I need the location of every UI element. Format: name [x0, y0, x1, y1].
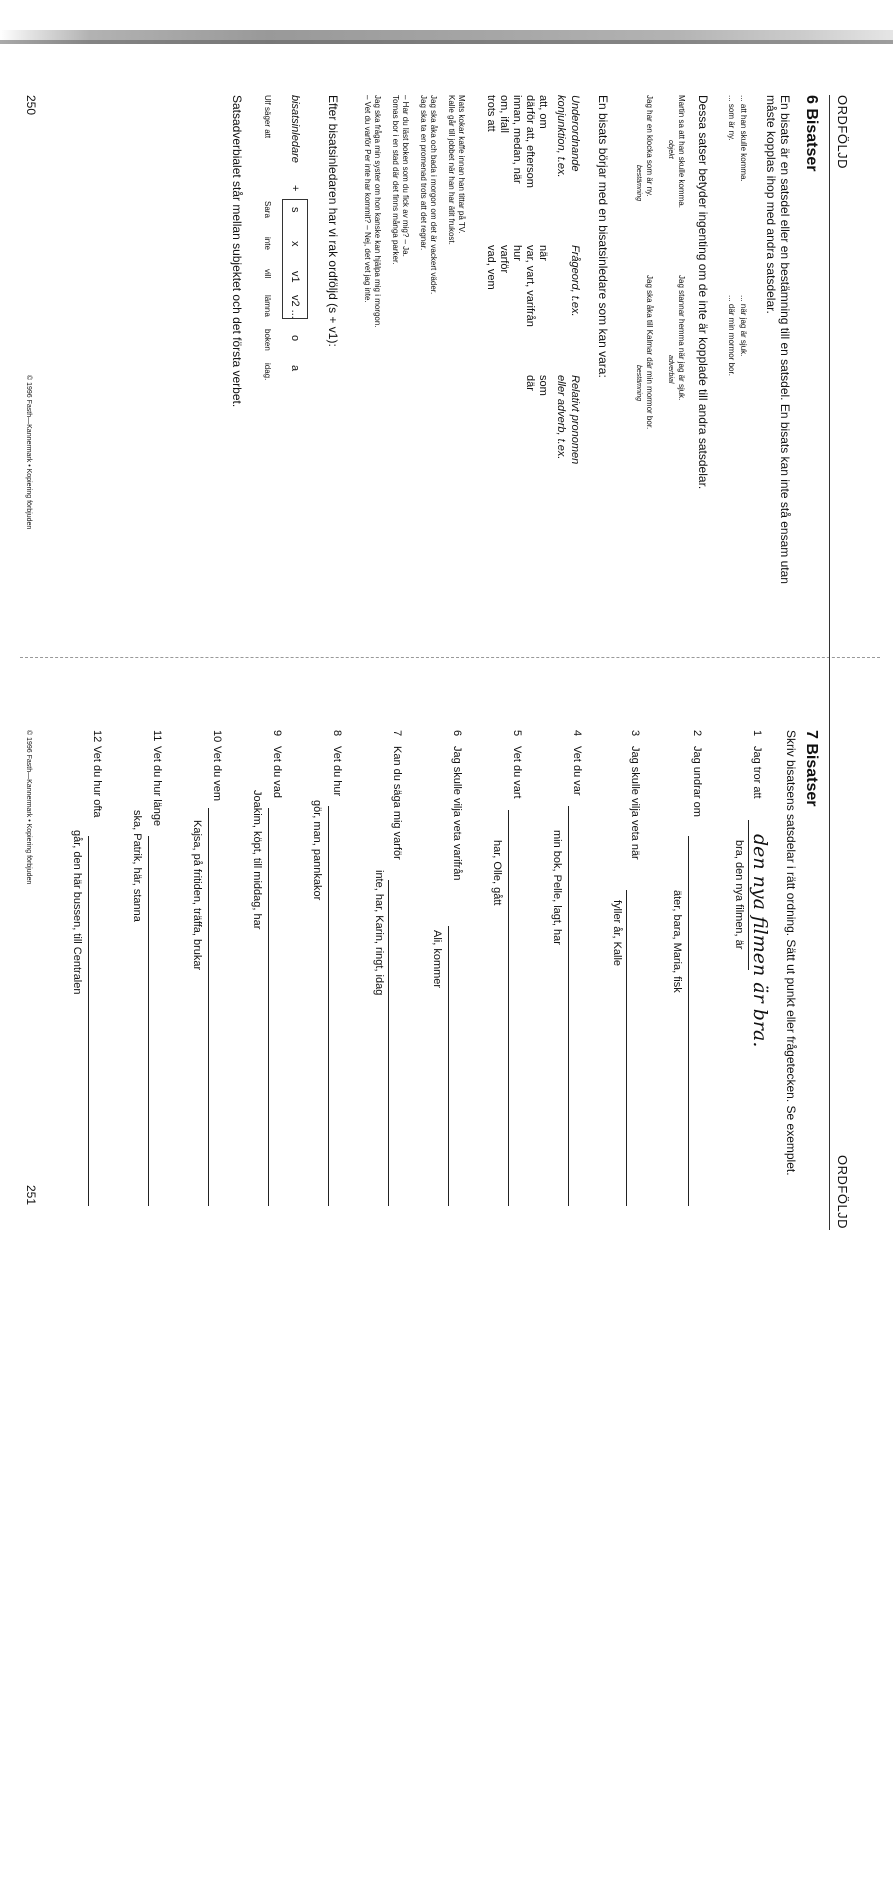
column-heading: Underordnande: [569, 95, 581, 172]
example-word: lämna: [263, 295, 272, 317]
word-bank: äter, bara, Maria, fisk: [671, 890, 683, 993]
answer-handwritten: den nya filmen är bra.: [749, 834, 771, 1048]
copyright: © 1996 Fasth—Kannermark • Kopiering förbjuden: [25, 375, 32, 530]
list-item: som: [537, 375, 549, 396]
item-number: 2: [691, 730, 703, 737]
description: Dessa satser betyder ingenting om de inte är kopplade till andra satsdelar.: [696, 95, 710, 490]
example-line: Mats kokar kaffe innan han tittar på TV.: [457, 95, 466, 234]
formula-label: bisatsinledare: [289, 95, 301, 163]
intro-line-2: måste kopplas ihop med andra satsdelar.: [764, 95, 778, 314]
example-word: Sara: [263, 201, 272, 218]
page-header: ORDFÖLJD: [835, 1155, 850, 1230]
example-fragment: ... när jag är sjuk.: [739, 295, 748, 357]
formula-col: s: [289, 207, 301, 213]
list-item: vad, vem: [485, 245, 497, 290]
header-rule: [829, 730, 830, 1230]
item-number: 6: [451, 730, 463, 737]
list-item: om, ifall: [498, 95, 510, 133]
example-fragment: ... där min mormor bor.: [727, 295, 736, 376]
example-line: Jag ska fråga min syster om hon kanske kan hjälpa mig i morgon.: [373, 95, 382, 328]
list-item: innan, medan, när: [511, 95, 523, 184]
word-bank: går, den här bussen, till Centralen: [71, 830, 83, 995]
list-item: att, om: [537, 95, 549, 129]
answer-input[interactable]: [626, 890, 628, 1206]
item-prompt: Vet du hur länge: [151, 746, 163, 827]
item-number: 9: [271, 730, 283, 737]
word-bank: har, Olle, gått: [491, 840, 503, 906]
example-sentence: Jag har en klocka som är ny.: [645, 95, 654, 197]
word-bank: Joakim, köpt, till middag, har: [251, 790, 263, 930]
item-number: 12: [91, 730, 103, 743]
example-sentence: Martin sa att han skulle komma.: [677, 95, 686, 208]
page-number: 250: [24, 95, 38, 116]
example-line: Tomas bor i en stad där det finns många parker.: [391, 95, 400, 265]
answer-input[interactable]: [148, 836, 150, 1206]
formula-col: a: [289, 365, 301, 372]
page-number: 251: [24, 1185, 38, 1206]
word-bank: fyller år, Kalle: [611, 900, 623, 967]
copyright: © 1996 Fasth—Kannermark • Kopiering förbjuden: [25, 730, 32, 885]
answer-input[interactable]: [88, 836, 90, 1206]
list-item: trots att: [485, 95, 497, 132]
item-prompt: Vet du vart: [511, 746, 523, 799]
word-bank: bra, den nya filmen, är: [733, 840, 745, 950]
formula-col: o: [289, 335, 301, 342]
column-heading: eller adverb, t.ex.: [555, 375, 567, 460]
grammar-label: adverbial: [667, 355, 674, 384]
item-prompt: Vet du var: [571, 746, 583, 796]
intro-line-1: En bisats är en satsdel eller en bestämning till en satsdel. En bisats kan inte stå ensam utan: [778, 95, 792, 584]
item-number: 10: [211, 730, 223, 743]
rak-ordfoljd-line: Efter bisatsinledaren har vi rak ordföljd (s + v1):: [326, 95, 340, 347]
example-word: Ulf säger att: [263, 95, 272, 139]
example-word: idag.: [263, 363, 272, 381]
word-bank: min bok, Pelle, lagt, har: [551, 830, 563, 945]
example-line: Kalle går till jobbet när han har ätit frukost.: [447, 95, 456, 245]
example-fragment: ... som är ny.: [727, 95, 736, 141]
answer-input[interactable]: [208, 808, 210, 1206]
example-fragment: ... att han skulle komma.: [739, 95, 748, 182]
column-heading: Frågeord, t.ex.: [569, 245, 581, 317]
example-line: – Har du läst boken som du fick av mig? – Ja.: [401, 95, 410, 257]
list-item: varför: [498, 245, 510, 274]
answer-input[interactable]: [688, 836, 690, 1206]
page-251: [24, 730, 850, 1890]
answer-input[interactable]: [388, 880, 390, 1206]
item-prompt: Kan du säga mig varför: [391, 746, 403, 860]
grammar-label: bestämning: [635, 365, 642, 402]
section-title: 7 Bisatser: [803, 730, 820, 807]
item-number: 5: [511, 730, 523, 737]
formula-col: v1: [289, 271, 301, 283]
item-prompt: Vet du hur ofta: [91, 746, 103, 818]
formula-plus: +: [289, 185, 301, 192]
formula-col: x: [289, 241, 301, 247]
item-prompt: Vet du hur: [331, 746, 343, 797]
item-number: 7: [391, 730, 403, 737]
item-prompt: Vet du vem: [211, 746, 223, 802]
answer-input[interactable]: [268, 808, 270, 1206]
grammar-label: bestämning: [635, 165, 642, 202]
example-line: Jag ska ta en promenad trots att det regnar.: [419, 95, 428, 251]
header-rule: [829, 95, 830, 735]
list-item: därför att, eftersom: [524, 95, 536, 188]
item-prompt: Jag skulle vilja veta när: [629, 746, 641, 860]
item-prompt: Vet du vad: [271, 746, 283, 798]
list-item: när: [537, 245, 549, 261]
answer-input[interactable]: [328, 806, 330, 1206]
word-bank: Ali, kommer: [431, 930, 443, 989]
example-word: vill: [263, 269, 272, 279]
scan-artifact-line: [0, 40, 893, 44]
section-title: 6 Bisatser: [803, 95, 820, 172]
item-number: 3: [629, 730, 641, 737]
item-number: 1: [751, 730, 763, 737]
column-heading: Relativt pronomen: [569, 375, 581, 465]
example-word: inte: [263, 237, 272, 250]
grammar-label: objekt: [667, 140, 674, 159]
item-number: 8: [331, 730, 343, 737]
page-header: ORDFÖLJD: [835, 95, 850, 170]
item-prompt: Jag skulle vilja veta varifrån: [451, 746, 463, 881]
list-item: hur: [511, 245, 523, 261]
word-bank: ska, Patrik, här, stanna: [131, 810, 143, 922]
item-prompt: Jag tror att: [751, 746, 763, 799]
instruction: Skriv bisatsens satsdelar i rätt ordning. Sätt ut punkt eller frågetecken. Se exemplet.: [784, 730, 798, 1176]
list-item: var, vart, varifrån: [524, 245, 536, 327]
satsadverbial-line: Satsadverbialet står mellan subjektet och det första verbet.: [230, 95, 244, 408]
column-heading: konjunktion, t.ex.: [555, 95, 567, 178]
item-prompt: Jag undrar om: [691, 746, 703, 817]
answer-input[interactable]: [508, 810, 510, 1206]
answer-input[interactable]: [568, 806, 570, 1206]
item-number: 11: [151, 730, 163, 742]
formula-col: v2 ...: [289, 295, 301, 319]
example-sentence: Jag ska åka till Kalmar där min mormor bor.: [645, 275, 654, 430]
example-line: Jag ska åka och bada i morgon om det är vackert väder.: [429, 95, 438, 295]
example-sentence: Jag stannar hemma när jag är sjuk.: [677, 275, 686, 401]
word-bank: Kajsa, på fritiden, träffa, brukar: [191, 820, 203, 971]
list-item: där: [524, 375, 536, 391]
example-word: boken: [263, 329, 272, 351]
bisatsinledare-line: En bisats börjar med en bisatsinledare som kan vara:: [596, 95, 610, 378]
item-number: 4: [571, 730, 583, 737]
answer-input[interactable]: [448, 926, 450, 1206]
word-bank: inte, har, Karin, ringt, idag: [373, 870, 385, 996]
example-line: – Vet du varför Per inte har kommit? – Nej, det vet jag inte.: [363, 95, 372, 303]
word-bank: gör, man, pannkakor: [311, 800, 323, 901]
